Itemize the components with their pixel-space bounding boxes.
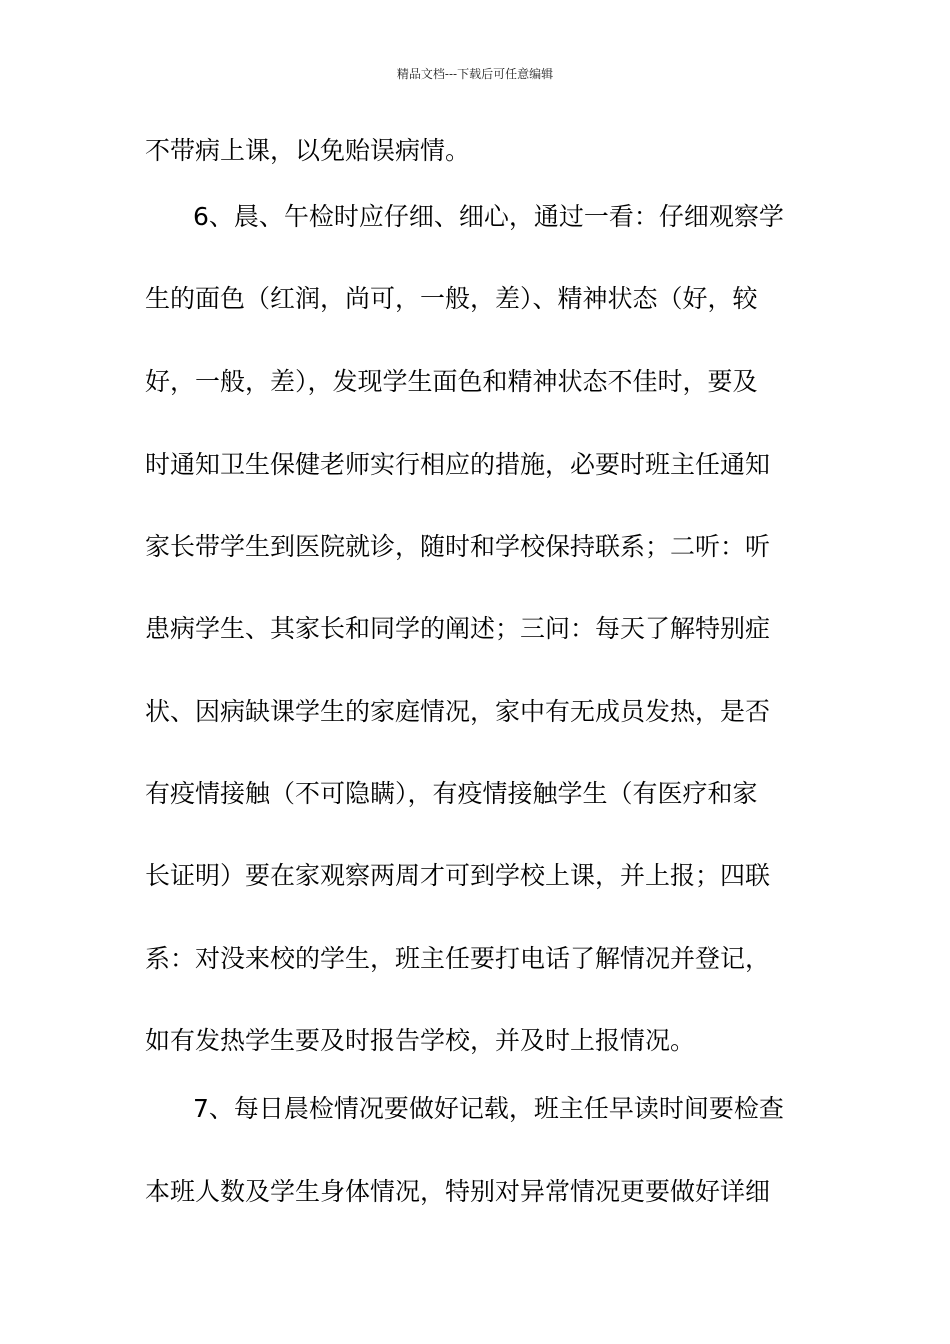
text-line: 有疫情接触（不可隐瞒），有疫情接触学生（有医疗和家 bbox=[145, 779, 758, 808]
text-line: 家长带学生到医院就诊，随时和学校保持联系；二听：听 bbox=[145, 532, 771, 561]
page-header: 精品文档---下载后可任意编辑 bbox=[396, 67, 554, 81]
text-line: 状、因病缺课学生的家庭情况，家中有无成员发热，是否 bbox=[145, 697, 771, 726]
paragraph-6-start: 6、晨、午检时应仔细、细心，通过一看：仔细观察学 bbox=[193, 202, 784, 231]
text-line: 如有发热学生要及时报告学校，并及时上报情况。 bbox=[145, 1026, 696, 1055]
text-line: 时通知卫生保健老师实行相应的措施，必要时班主任通知 bbox=[145, 450, 771, 479]
text-line: 本班人数及学生身体情况，特别对异常情况更要做好详细 bbox=[145, 1177, 771, 1206]
text-line: 好，一般，差），发现学生面色和精神状态不佳时，要及 bbox=[145, 367, 758, 396]
text-line: 不带病上课，以免贻误病情。 bbox=[145, 136, 471, 165]
text-line: 生的面色（红润，尚可，一般，差）、精神状态（好，较 bbox=[145, 284, 758, 313]
text-line: 长证明）要在家观察两周才可到学校上课，并上报；四联 bbox=[145, 861, 771, 890]
paragraph-7-start: 7、每日晨检情况要做好记载，班主任早读时间要检查 bbox=[193, 1094, 784, 1123]
text-line: 患病学生、其家长和同学的阐述；三问：每天了解特别症 bbox=[145, 614, 771, 643]
text-line: 系：对没来校的学生，班主任要打电话了解情况并登记， bbox=[145, 944, 771, 973]
